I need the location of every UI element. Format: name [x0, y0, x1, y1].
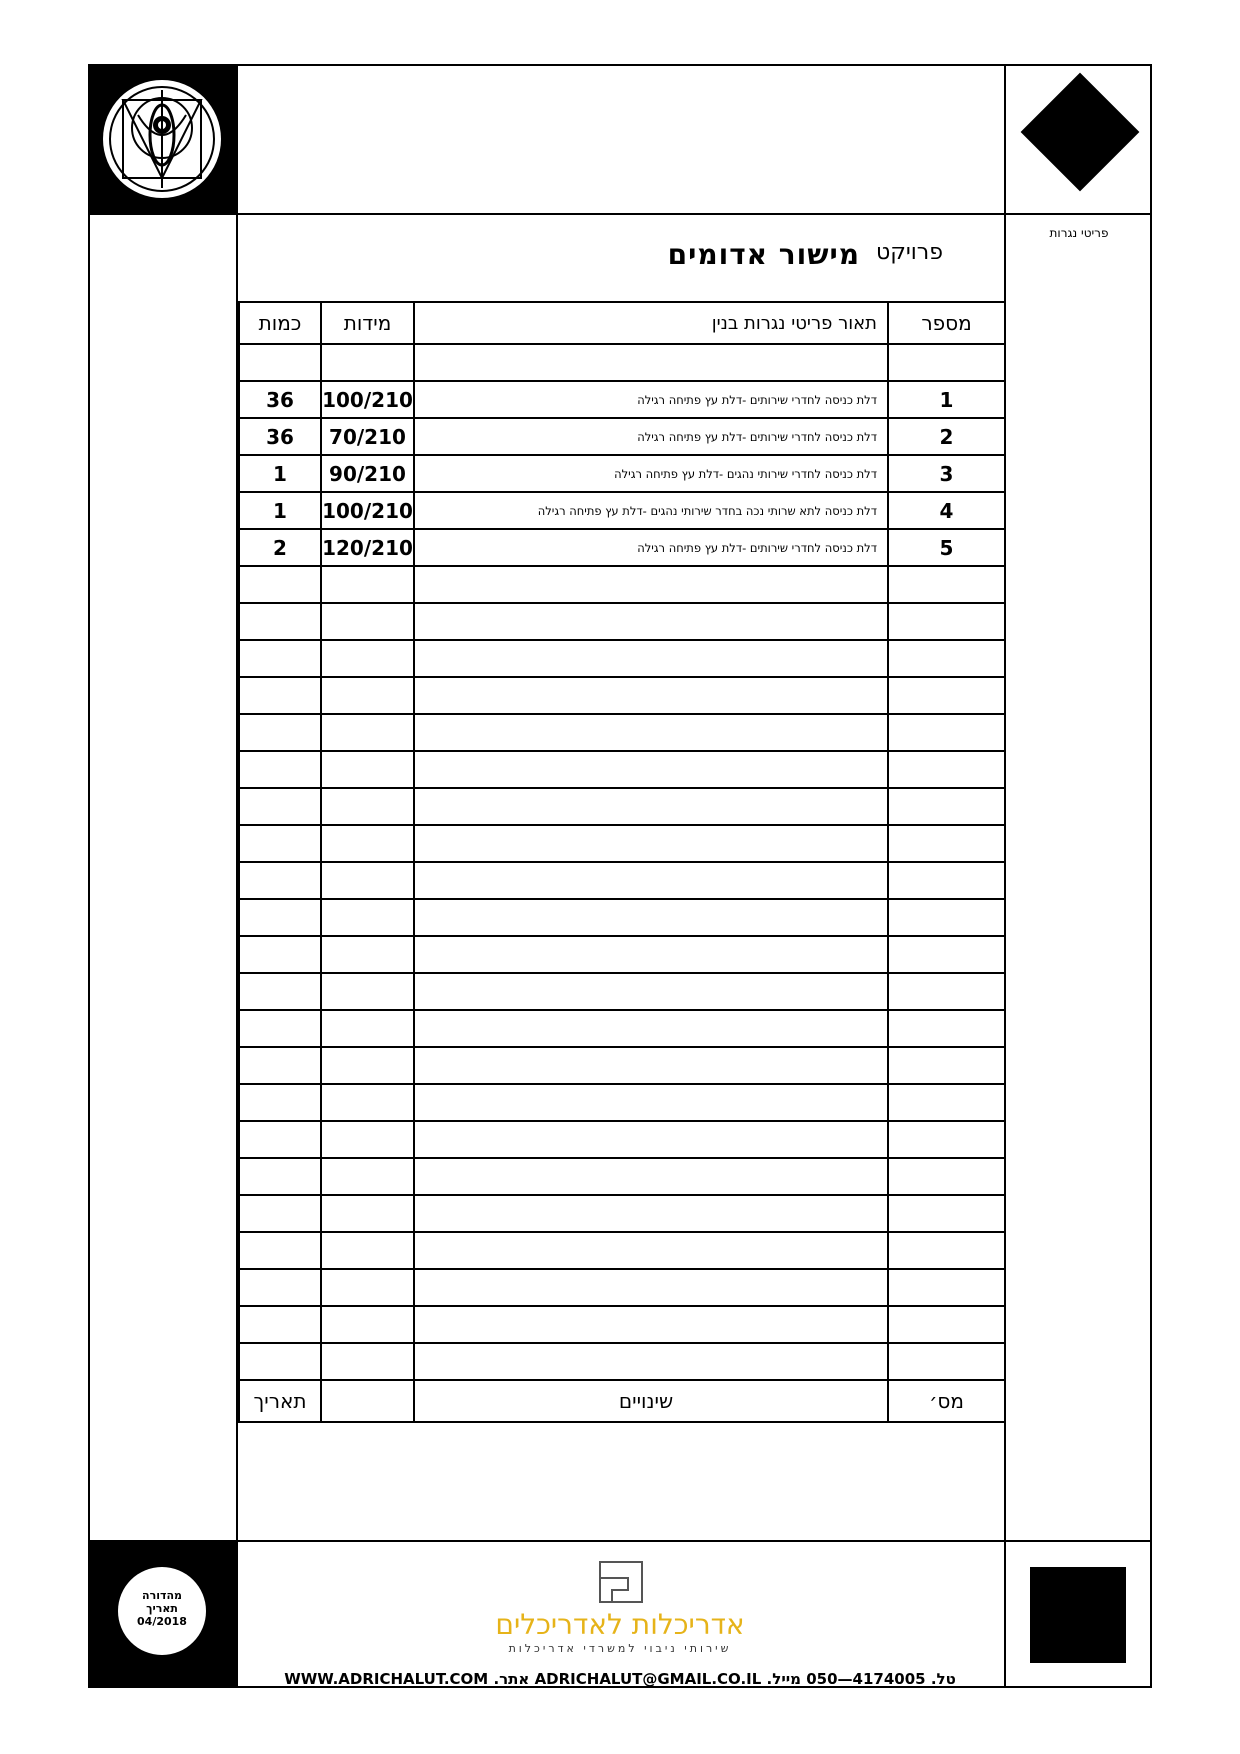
empty-cell: [321, 1343, 414, 1380]
empty-cell: [888, 1195, 1005, 1232]
contact-line: טל. 4174005—050 מייל. ADRICHALUT@GMAIL.CO.IL אתר. WWW.ADRICHALUT.COM: [284, 1670, 956, 1688]
table-row: [239, 899, 1005, 936]
empty-cell: [321, 751, 414, 788]
project-name: מישור אדומים: [667, 238, 860, 271]
edition-badge: [118, 1567, 206, 1655]
row-num: 1: [888, 381, 1005, 418]
empty-cell: [321, 1195, 414, 1232]
table-row: [239, 1121, 1005, 1158]
table-row: [239, 1306, 1005, 1343]
empty-cell: [888, 1010, 1005, 1047]
row-qty: 36: [239, 418, 321, 455]
empty-cell: [321, 899, 414, 936]
empty-cell: [414, 1232, 888, 1269]
empty-cell: [321, 566, 414, 603]
empty-cell: [321, 788, 414, 825]
table-row: [239, 1343, 1005, 1380]
table-row: [239, 640, 1005, 677]
empty-cell: [239, 973, 321, 1010]
row-qty: 1: [239, 455, 321, 492]
empty-cell: [239, 1232, 321, 1269]
empty-cell: [888, 973, 1005, 1010]
table-row: [239, 1084, 1005, 1121]
size-value: 90/210: [329, 461, 406, 486]
empty-cell: [888, 1084, 1005, 1121]
row-size: [321, 492, 414, 529]
badge-date-label: תאריך: [146, 1602, 178, 1615]
empty-cell: [321, 1158, 414, 1195]
empty-cell: [239, 1121, 321, 1158]
empty-cell: [239, 751, 321, 788]
empty-cell: [888, 788, 1005, 825]
empty-cell: [321, 714, 414, 751]
empty-cell: [321, 603, 414, 640]
size-value: 100/210: [322, 387, 413, 412]
empty-cell: [888, 1269, 1005, 1306]
empty-cell: [414, 603, 888, 640]
items-table: [238, 301, 1006, 1423]
empty-cell: [414, 788, 888, 825]
empty-cell: [414, 936, 888, 973]
row-size: [321, 418, 414, 455]
empty-cell: [321, 1232, 414, 1269]
emblem-icon: [103, 80, 221, 198]
row-desc: דלת כניסה לתא שרותי נכה בחדר שירותי נהגים -דלת עץ פתיחה רגילה: [414, 492, 888, 529]
brand-subtitle: שירותי ניבוי למשרדי אדריכלות: [508, 1642, 732, 1655]
size-value: 70/210: [329, 424, 406, 449]
badge-edition-label: מהדורה: [142, 1589, 182, 1602]
row-desc: דלת כניסה לחדרי שירותי נהגים -דלת עץ פתיחה רגילה: [414, 455, 888, 492]
empty-cell: [414, 973, 888, 1010]
header-size: מידות: [321, 302, 414, 344]
empty-cell: [888, 1343, 1005, 1380]
empty-cell: [239, 677, 321, 714]
badge-date-value: 04/2018: [137, 1615, 187, 1628]
empty-cell: [239, 640, 321, 677]
empty-cell: [888, 1121, 1005, 1158]
table-row: [239, 677, 1005, 714]
table-header-row: [239, 302, 1005, 344]
project-label: פרויקט: [876, 240, 943, 265]
empty-cell: [239, 788, 321, 825]
empty-cell: [414, 825, 888, 862]
empty-cell: [321, 1010, 414, 1047]
empty-cell: [888, 1306, 1005, 1343]
header-desc: תאור פריטי נגרות בנין: [414, 302, 888, 344]
table-row: [239, 344, 1005, 381]
empty-cell: [888, 825, 1005, 862]
empty-cell: [321, 862, 414, 899]
logo-emblem: [103, 80, 221, 198]
empty-cell: [888, 899, 1005, 936]
table-row: [239, 825, 1005, 862]
table-row: [239, 1232, 1005, 1269]
table-row: [239, 455, 1005, 492]
empty-cell: [888, 1158, 1005, 1195]
row-qty: 1: [239, 492, 321, 529]
header-divider: [88, 213, 1152, 215]
row-qty: 36: [239, 381, 321, 418]
row-desc: דלת כניסה לחדרי שירותים -דלת עץ פתיחה רגילה: [414, 529, 888, 566]
empty-cell: [888, 714, 1005, 751]
table-row: [239, 862, 1005, 899]
empty-cell: [321, 825, 414, 862]
row-num: 4: [888, 492, 1005, 529]
row-size: [321, 529, 414, 566]
empty-cell: [414, 751, 888, 788]
empty-cell: [239, 1010, 321, 1047]
footer-date: תאריך: [239, 1380, 321, 1422]
empty-cell: [414, 1121, 888, 1158]
size-value: 120/210: [322, 535, 413, 560]
table-row: [239, 418, 1005, 455]
footer-divider: [88, 1540, 1152, 1542]
table-row: [239, 1158, 1005, 1195]
table-row: [239, 566, 1005, 603]
empty-cell: [414, 1010, 888, 1047]
empty-cell: [321, 677, 414, 714]
side-label: פריטי נגרות: [1049, 226, 1109, 240]
table-row: [239, 381, 1005, 418]
empty-cell: [239, 603, 321, 640]
empty-cell: [321, 1047, 414, 1084]
table-body: [239, 344, 1005, 1380]
row-size: [321, 455, 414, 492]
empty-cell: [888, 566, 1005, 603]
empty-cell: [239, 936, 321, 973]
empty-cell: [888, 640, 1005, 677]
row-num: 3: [888, 455, 1005, 492]
empty-cell: [414, 1269, 888, 1306]
empty-cell: [239, 1269, 321, 1306]
empty-cell: [239, 825, 321, 862]
empty-cell: [239, 714, 321, 751]
table-row: [239, 751, 1005, 788]
empty-cell: [239, 1343, 321, 1380]
row-size: [321, 381, 414, 418]
size-value: 100/210: [322, 498, 413, 523]
empty-cell: [321, 1084, 414, 1121]
empty-cell: [414, 1158, 888, 1195]
table-row: [239, 936, 1005, 973]
brand-name: אדריכלות לאדריכלים: [495, 1608, 745, 1641]
footer-changes: שינויים: [414, 1380, 888, 1422]
table-row: [239, 1047, 1005, 1084]
table-row: [239, 1010, 1005, 1047]
empty-cell: [414, 677, 888, 714]
table-row: [239, 529, 1005, 566]
empty-cell: [888, 677, 1005, 714]
row-desc: דלת כניסה לחדרי שירותים -דלת עץ פתיחה רגילה: [414, 418, 888, 455]
empty-cell: [239, 1195, 321, 1232]
row-num: 5: [888, 529, 1005, 566]
empty-cell: [888, 1047, 1005, 1084]
empty-cell: [414, 1047, 888, 1084]
bottom-right-square: [1030, 1567, 1126, 1663]
empty-cell: [239, 1047, 321, 1084]
empty-cell: [414, 1306, 888, 1343]
row-num: 2: [888, 418, 1005, 455]
empty-cell: [239, 1306, 321, 1343]
empty-cell: [414, 862, 888, 899]
table-row: [239, 603, 1005, 640]
empty-cell: [888, 936, 1005, 973]
brand-logo-icon: [598, 1560, 644, 1604]
empty-cell: [239, 862, 321, 899]
empty-cell: [321, 1269, 414, 1306]
empty-cell: [414, 714, 888, 751]
empty-cell: [414, 1195, 888, 1232]
empty-cell: [321, 1121, 414, 1158]
table-row: [239, 788, 1005, 825]
empty-cell: [321, 973, 414, 1010]
empty-cell: [414, 899, 888, 936]
footer-num: מס׳: [888, 1380, 1005, 1422]
empty-cell: [888, 603, 1005, 640]
empty-cell: [239, 899, 321, 936]
header-num: מספר: [888, 302, 1005, 344]
footer-empty: [321, 1380, 414, 1422]
table-footer-row: [239, 1380, 1005, 1422]
empty-cell: [414, 1084, 888, 1121]
empty-cell: [414, 1343, 888, 1380]
empty-cell: [239, 1084, 321, 1121]
row-qty: 2: [239, 529, 321, 566]
header-qty: כמות: [239, 302, 321, 344]
empty-cell: [321, 936, 414, 973]
table-row: [239, 973, 1005, 1010]
empty-cell: [888, 862, 1005, 899]
table-row: [239, 1195, 1005, 1232]
empty-cell: [888, 1232, 1005, 1269]
empty-cell: [414, 566, 888, 603]
table-row: [239, 1269, 1005, 1306]
empty-cell: [239, 566, 321, 603]
empty-cell: [321, 640, 414, 677]
empty-cell: [888, 751, 1005, 788]
empty-cell: [321, 1306, 414, 1343]
empty-cell: [239, 1158, 321, 1195]
row-desc: דלת כניסה לחדרי שירותים -דלת עץ פתיחה רגילה: [414, 381, 888, 418]
table-row: [239, 714, 1005, 751]
table-row: [239, 492, 1005, 529]
empty-cell: [414, 640, 888, 677]
